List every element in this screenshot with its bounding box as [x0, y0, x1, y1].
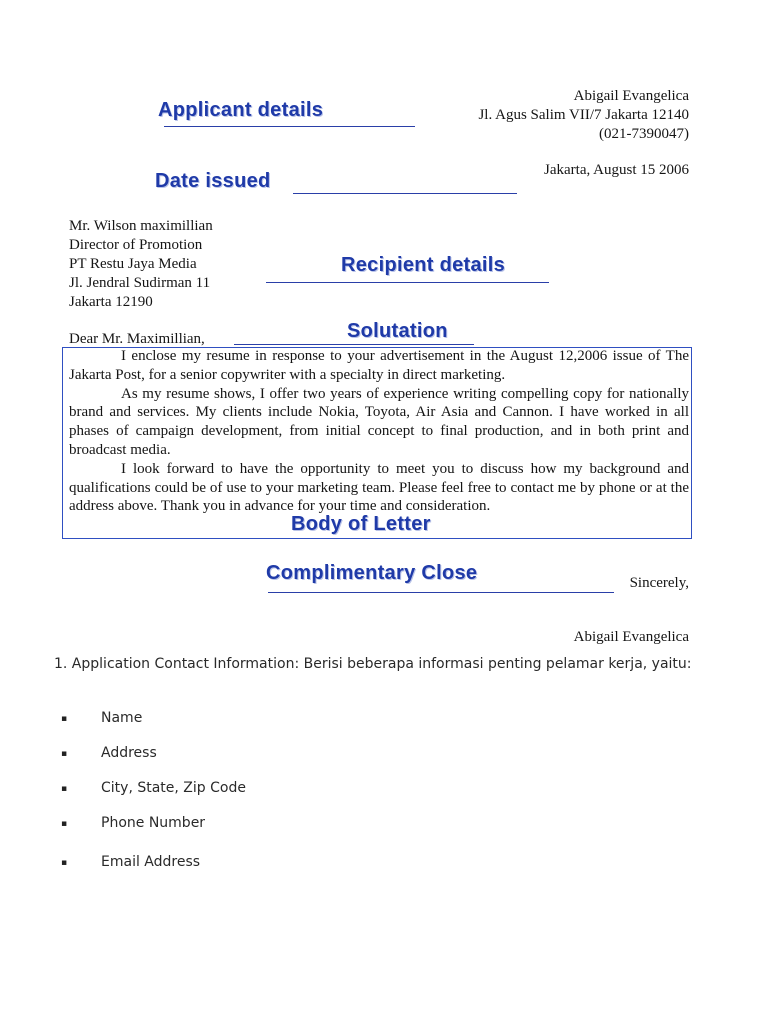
- date-issued-line: [293, 193, 517, 194]
- sender-address: Jl. Agus Salim VII/7 Jakarta 12140: [478, 107, 689, 123]
- solutation-label: Solutation: [347, 320, 448, 342]
- explanation-intro: 1. Application Contact Information: Berisi beberapa informasi penting pelamar kerja, yaitu:: [54, 656, 692, 672]
- body-paragraph-1: I enclose my resume in response to your advertisement in the August 12,2006 issue of The Jakarta Post, for a senior copywriter with a specialty in direct marketing.: [69, 348, 689, 383]
- recipient-title: Director of Promotion: [69, 237, 203, 253]
- bullet-icon: ▪: [61, 784, 68, 794]
- recipient-block: [69, 217, 213, 312]
- solutation-line: [234, 344, 474, 345]
- letter-date: Jakarta, August 15 2006: [544, 162, 689, 178]
- sender-phone: (021-7390047): [599, 126, 689, 142]
- list-item-address: Address: [101, 745, 157, 761]
- list-item-phone-number: Phone Number: [101, 815, 206, 831]
- recipient-details-line: [266, 282, 549, 283]
- salutation: Dear Mr. Maximillian,: [69, 331, 205, 347]
- body-of-letter-label: Body of Letter: [291, 513, 431, 535]
- recipient-street: Jl. Jendral Sudirman 11: [69, 275, 211, 291]
- complimentary-close-label: Complimentary Close: [266, 562, 478, 584]
- recipient-city: Jakarta 12190: [69, 294, 153, 310]
- list-item-city-state-zip: City, State, Zip Code: [101, 780, 246, 796]
- date-issued-label: Date issued: [155, 170, 271, 192]
- recipient-name: Mr. Wilson maximillian: [69, 218, 213, 234]
- applicant-details-label: Applicant details: [158, 99, 324, 121]
- bullet-icon: ▪: [61, 749, 68, 759]
- sender-block: [478, 87, 689, 144]
- bullet-icon: ▪: [61, 714, 68, 724]
- sender-name: Abigail Evangelica: [573, 88, 689, 104]
- closing: Sincerely,: [629, 575, 689, 591]
- applicant-details-line: [164, 126, 415, 127]
- list-item-name: Name: [101, 710, 143, 726]
- recipient-company: PT Restu Jaya Media: [69, 256, 197, 272]
- body-paragraph-3: I look forward to have the opportunity to meet you to discuss how my background and qualifications could be of use to your marketing team. Please feel free to contact me by phone or at the address above. Thank you in advance for your time and consideration.: [69, 460, 689, 515]
- list-item-email-address: Email Address: [101, 854, 201, 870]
- letter-body: [69, 347, 689, 516]
- body-paragraph-2: As my resume shows, I offer two years of experience writing compelling copy for nationally brand and services. My clients include Nokia, Toyota, Air Asia and Cannon. I have worked in all phases of campaign development, from initial concept to final production, and in both print and broadcast media.: [69, 385, 689, 458]
- complimentary-close-line: [268, 592, 614, 593]
- bullet-icon: ▪: [61, 858, 68, 868]
- bullet-icon: ▪: [61, 819, 68, 829]
- recipient-details-label: Recipient details: [341, 254, 506, 276]
- signature: Abigail Evangelica: [573, 629, 689, 645]
